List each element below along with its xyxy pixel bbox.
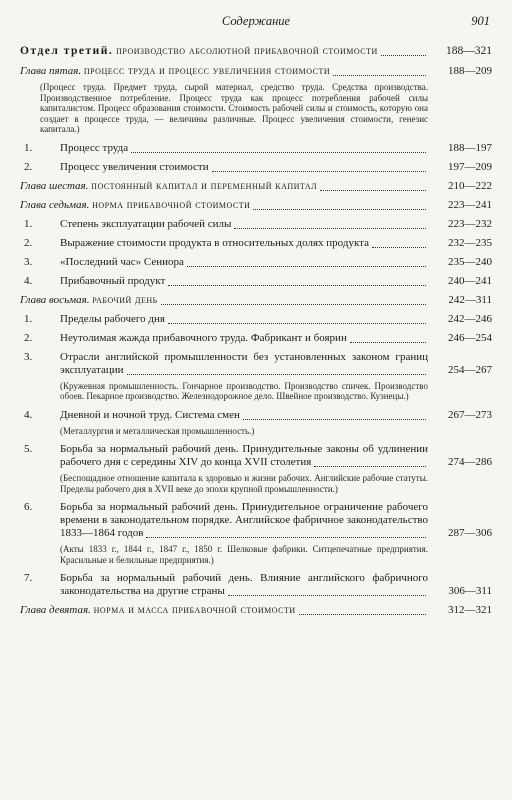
section-pages: 274—286 — [448, 456, 492, 468]
dot-leader — [350, 342, 426, 343]
chapter-title: рабочий день — [92, 293, 158, 306]
dot-leader — [333, 75, 426, 76]
toc-section[interactable] — [20, 142, 492, 155]
header-title: Содержание — [221, 14, 291, 28]
section-number: 1. — [24, 141, 33, 154]
page-number: 901 — [471, 14, 490, 28]
part-title: производство абсолютной прибавочной стоимости — [116, 45, 378, 57]
section-pages: 242—246 — [448, 312, 492, 325]
chapter-title: норма и масса прибавочной стоимости — [93, 604, 296, 616]
table-of-contents — [20, 44, 492, 623]
toc-section[interactable] — [20, 218, 492, 231]
section-title: Борьба за нормальный рабочий день. Влияние английского фабричного законодательства на другие страны — [60, 572, 428, 597]
toc-section[interactable] — [20, 313, 492, 326]
section-title: Неутолимая жажда прибавочного труда. Фабрикант и боярин — [60, 331, 347, 344]
toc-section[interactable] — [20, 256, 492, 269]
toc-chapter-8[interactable] — [20, 294, 492, 307]
section-number: 5. — [24, 443, 33, 455]
section-pages: 240—241 — [448, 274, 492, 287]
section-summary-note: (Металлургия и металлическая промышленность.) — [60, 425, 255, 436]
section-title: Выражение стоимости продукта в относительных долях продукта — [60, 236, 369, 249]
chapter-label: Глава пятая. — [20, 65, 82, 77]
dot-leader — [212, 171, 426, 172]
section-number: 4. — [24, 274, 33, 287]
chapter-label: Глава восьмая. — [20, 293, 90, 306]
chapter-title: норма прибавочной стоимости — [92, 198, 251, 211]
toc-part-3[interactable] — [20, 44, 492, 58]
toc-chapter-7[interactable] — [20, 199, 492, 212]
part-pages: 188—321 — [446, 45, 492, 57]
section-pages: 235—240 — [448, 255, 492, 268]
section-pages: 267—273 — [448, 408, 492, 421]
dot-leader — [168, 285, 426, 286]
section-pages: 232—235 — [448, 236, 492, 249]
section-pages: 188—197 — [448, 141, 492, 154]
section-summary-note: (Беспощадное отношение капитала к здоровью и жизни рабочих. Английские рабочие статуты. Пределы рабочего дня в XVII веке до эпохи крупной промышленности.) — [60, 473, 428, 494]
section-title: Процесс увеличения стоимости — [60, 160, 209, 173]
dot-leader — [127, 374, 427, 375]
dot-leader — [228, 595, 426, 596]
section-title: Дневной и ночной труд. Система смен — [60, 408, 240, 421]
dot-leader — [187, 266, 426, 267]
section-number: 2. — [24, 331, 33, 344]
part-label: Отдел третий. — [20, 45, 114, 57]
section-title: Отрасли английской промышленности без установленных законом границ эксплуатации — [60, 350, 428, 376]
chapter-pages: 210—222 — [448, 179, 492, 192]
toc-chapter-9[interactable] — [20, 604, 492, 617]
dot-leader — [299, 614, 426, 615]
dot-leader — [234, 228, 426, 229]
dot-leader — [320, 190, 426, 191]
section-summary-note: (Кружевная промышленность. Гончарное производство. Производство спичек. Производство обоев. Пекарное производство. Железнодорожное дело. Швейное производство. Кузнецы.) — [60, 380, 428, 401]
toc-section[interactable] — [20, 409, 492, 422]
section-number: 3. — [24, 255, 33, 268]
section-pages: 197—209 — [448, 160, 492, 173]
dot-leader — [372, 247, 426, 248]
section-pages: 246—254 — [448, 331, 492, 344]
section-pages: 306—311 — [448, 585, 492, 597]
section-title: Прибавочный продукт — [60, 274, 166, 287]
section-number: 6. — [24, 501, 33, 513]
section-number: 1. — [24, 217, 33, 230]
section-title: Борьба за нормальный рабочий день. Принудительные законы об удлинении рабочего дня с середины XIV до конца XVII столетия — [60, 443, 428, 468]
dot-leader — [243, 419, 426, 420]
section-summary-note: (Акты 1833 г., 1844 г., 1847 г., 1850 г. Шелковые фабрики. Ситцепечатные предприятия. Красильные и белильные предприятия.) — [60, 544, 428, 565]
dot-leader — [253, 209, 426, 210]
section-title: Пределы рабочего дня — [60, 312, 165, 325]
toc-chapter-5[interactable] — [20, 65, 492, 78]
chapter-label: Глава шестая. — [20, 179, 89, 192]
section-title: Борьба за нормальный рабочий день. Принудительное ограничение рабочего времени в законодательном порядке. Английское фабричное законодательство 1833—1864 годов — [60, 501, 428, 539]
section-number: 7. — [24, 572, 33, 584]
toc-section[interactable] — [20, 237, 492, 250]
toc-chapter-6[interactable] — [20, 180, 492, 193]
section-pages: 223—232 — [448, 217, 492, 230]
section-number: 2. — [24, 160, 33, 173]
dot-leader — [314, 466, 426, 467]
toc-section[interactable] — [20, 332, 492, 345]
chapter-label: Глава седьмая. — [20, 198, 90, 211]
dot-leader — [131, 152, 426, 153]
section-title: Степень эксплуатации рабочей силы — [60, 217, 232, 230]
dot-leader — [146, 537, 426, 538]
toc-section[interactable] — [20, 351, 492, 377]
section-number: 4. — [24, 408, 33, 421]
chapter-pages: 188—209 — [448, 65, 492, 77]
chapter-title: процесс труда и процесс увеличения стоимости — [83, 65, 331, 77]
chapter-pages: 242—311 — [448, 293, 492, 306]
running-header — [0, 14, 512, 30]
section-number: 3. — [24, 350, 33, 363]
section-number: 1. — [24, 312, 33, 325]
chapter-pages: 312—321 — [448, 604, 492, 616]
chapter-summary-note: (Процесс труда. Предмет труда, сырой материал, средство труда. Средства производства. Производственное потребление. Процесс труда как процесс потребления рабочей силы капиталистом. Процесс образования стоимости. Стоимость рабочей силы и стоимость, которую она создает в процессе труда, — величины различные. Процесс увеличения стоимости, генезис капитала.) — [40, 82, 428, 134]
dot-leader — [168, 323, 426, 324]
toc-section[interactable] — [20, 501, 492, 540]
dot-leader — [161, 304, 426, 305]
section-pages: 287—306 — [448, 527, 492, 539]
section-number: 2. — [24, 236, 33, 249]
toc-section[interactable] — [20, 275, 492, 288]
toc-section[interactable] — [20, 572, 492, 598]
section-title: «Последний час» Сениора — [60, 255, 184, 268]
toc-section[interactable] — [20, 443, 492, 469]
dot-leader — [381, 55, 426, 56]
chapter-pages: 223—241 — [448, 198, 492, 211]
toc-section[interactable] — [20, 161, 492, 174]
section-title: Процесс труда — [60, 141, 129, 154]
chapter-title: постоянный капитал и переменный капитал — [91, 179, 318, 192]
chapter-label: Глава девятая. — [20, 604, 91, 616]
section-pages: 254—267 — [448, 363, 492, 376]
